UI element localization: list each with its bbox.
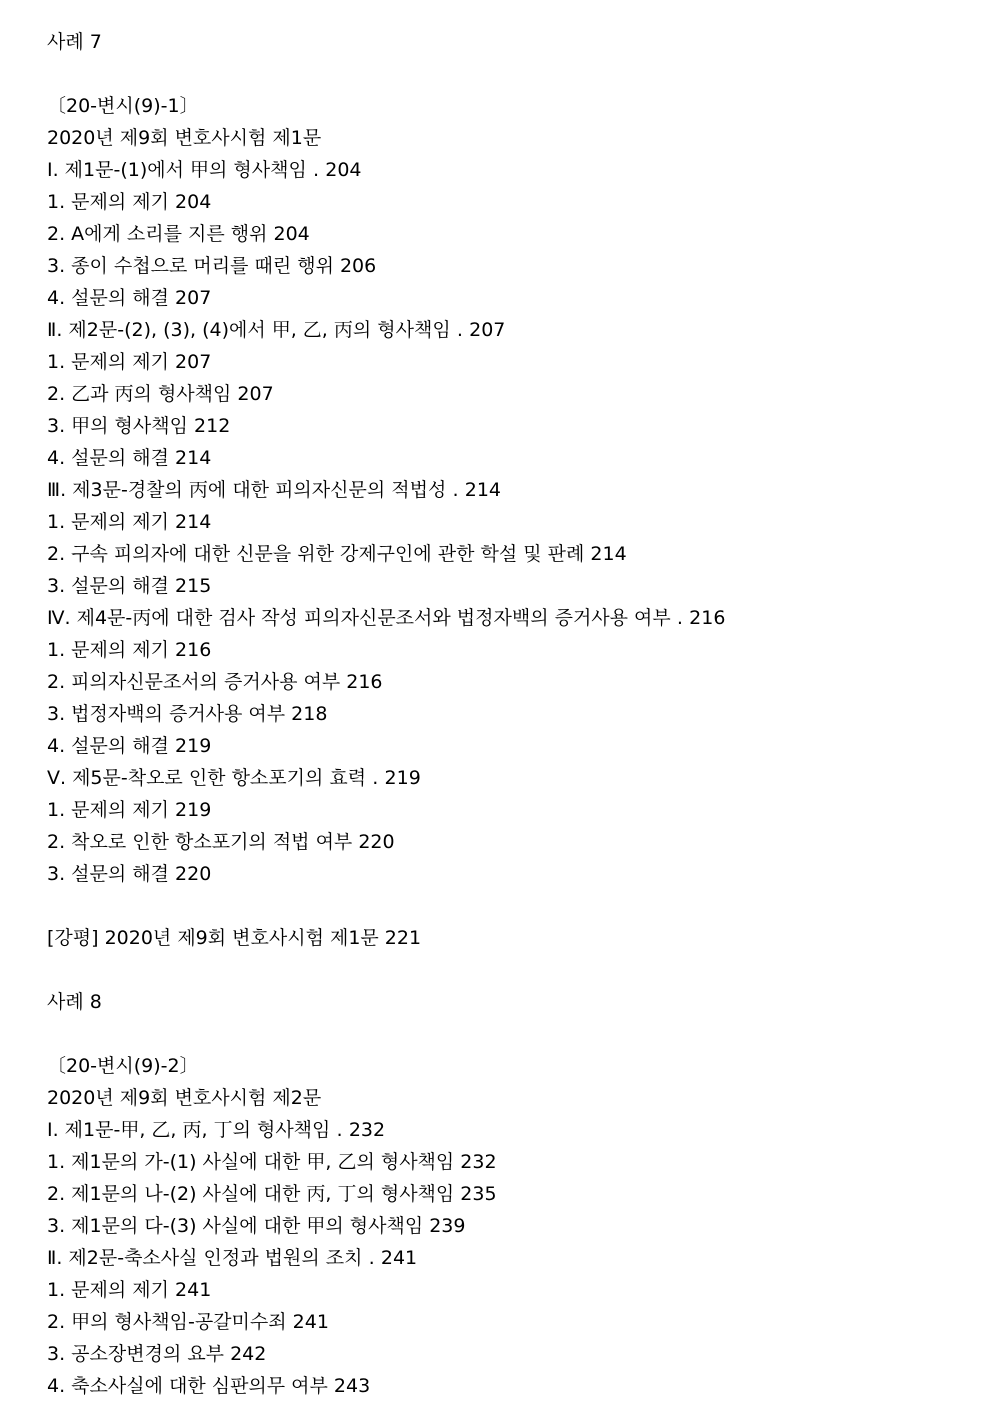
toc-line: 2. A에게 소리를 지른 행위 204 (47, 223, 310, 245)
toc-line: 1. 문제의 제기 207 (47, 351, 212, 373)
toc-line: 2. 제1문의 나-(2) 사실에 대한 丙, 丁의 형사책임 235 (47, 1183, 497, 1205)
toc-line: Ⅱ. 제2문-(2), (3), (4)에서 甲, 乙, 丙의 형사책임 ․ 207 (47, 319, 506, 341)
toc-line: 3. 공소장변경의 요부 242 (47, 1343, 267, 1365)
toc-line: 3. 법정자백의 증거사용 여부 218 (47, 703, 328, 725)
toc-line: Ⅰ. 제1문-(1)에서 甲의 형사책임 ․ 204 (47, 159, 362, 181)
toc-line: 3. 제1문의 다-(3) 사실에 대한 甲의 형사책임 239 (47, 1215, 466, 1237)
toc-line: Ⅱ. 제2문-축소사실 인정과 법원의 조치 ․ 241 (47, 1247, 418, 1269)
blank-line (47, 1018, 967, 1050)
blank-line (47, 58, 967, 90)
toc-line: 1. 문제의 제기 214 (47, 511, 212, 533)
toc-line: 3. 甲의 형사책임 212 (47, 415, 231, 437)
toc-line: 2. 착오로 인한 항소포기의 적법 여부 220 (47, 831, 395, 853)
blank-line (47, 954, 967, 986)
toc-line: 4. 설문의 해결 207 (47, 287, 212, 309)
toc-line: 1. 문제의 제기 241 (47, 1279, 212, 1301)
toc-line: 4. 축소사실에 대한 심판의무 여부 243 (47, 1375, 371, 1397)
toc-line: 3. 종이 수첩으로 머리를 때린 행위 206 (47, 255, 377, 277)
toc-line: Ⅳ. 제4문-丙에 대한 검사 작성 피의자신문조서와 법정자백의 증거사용 여부 ․ 216 (47, 607, 726, 629)
toc-line: 사례 8 (47, 991, 102, 1013)
toc-line: 1. 문제의 제기 219 (47, 799, 212, 821)
toc-line: Ⅰ. 제1문-甲, 乙, 丙, 丁의 형사책임 ․ 232 (47, 1119, 386, 1141)
toc-line: Ⅲ. 제3문-경찰의 丙에 대한 피의자신문의 적법성 ․ 214 (47, 479, 501, 501)
document-body (47, 26, 967, 1402)
toc-line: 1. 문제의 제기 216 (47, 639, 212, 661)
toc-line: 2. 구속 피의자에 대한 신문을 위한 강제구인에 관한 학설 및 판례 214 (47, 543, 627, 565)
blank-line (47, 890, 967, 922)
toc-line: 4. 설문의 해결 214 (47, 447, 212, 469)
toc-line: 2020년 제9회 변호사시험 제2문 (47, 1087, 322, 1109)
toc-line: 3. 설문의 해결 215 (47, 575, 212, 597)
toc-line: 1. 제1문의 가-(1) 사실에 대한 甲, 乙의 형사책임 232 (47, 1151, 497, 1173)
toc-line: 사례 7 (47, 31, 102, 53)
toc-line: 4. 설문의 해결 219 (47, 735, 212, 757)
toc-line: 2020년 제9회 변호사시험 제1문 (47, 127, 322, 149)
toc-line: 1. 문제의 제기 204 (47, 191, 212, 213)
toc-line: 2. 甲의 형사책임-공갈미수죄 241 (47, 1311, 329, 1333)
toc-line: 〔20-변시(9)-2〕 (47, 1055, 199, 1077)
toc-line: 〔20-변시(9)-1〕 (47, 95, 199, 117)
toc-line: [강평] 2020년 제9회 변호사시험 제1문 221 (47, 927, 422, 949)
toc-line: 2. 피의자신문조서의 증거사용 여부 216 (47, 671, 383, 693)
toc-line: 2. 乙과 丙의 형사책임 207 (47, 383, 274, 405)
toc-line: 3. 설문의 해결 220 (47, 863, 212, 885)
toc-line: Ⅴ. 제5문-착오로 인한 항소포기의 효력 ․ 219 (47, 767, 421, 789)
